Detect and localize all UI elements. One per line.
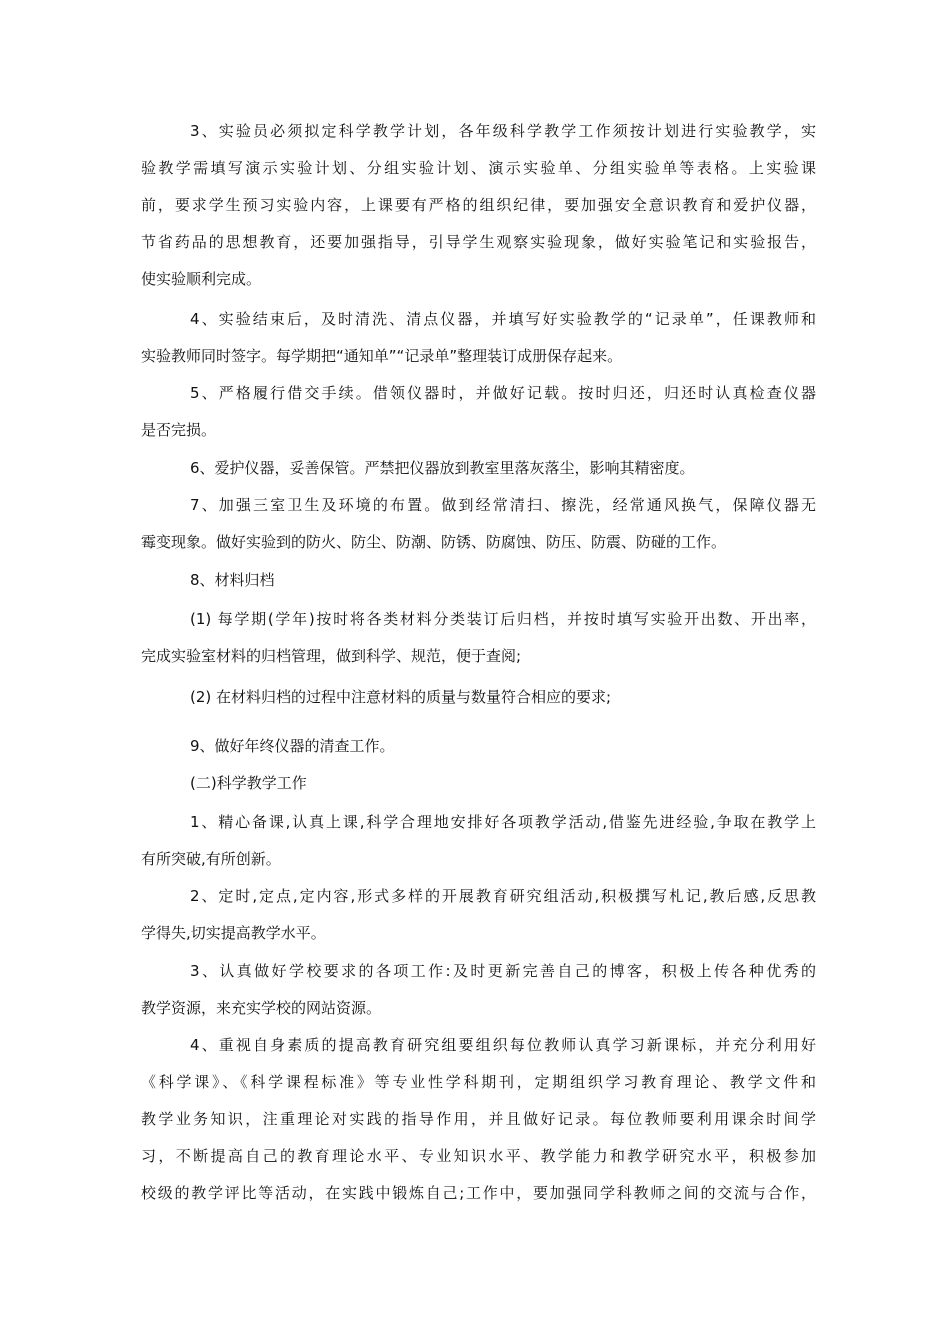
paragraph-7-line-1: 7、加强三室卫生及环境的布置。做到经常清扫、擦洗，经常通风换气，保障仪器无 (190, 496, 816, 514)
paragraph-4-line-2: 实验教师同时签字。每学期把“通知单”“记录单”整理装订成册保存起来。 (141, 347, 623, 365)
teaching-item-1-line-1: 1、精心备课,认真上课,科学合理地安排好各项教学活动,借鉴先进经验,争取在教学上 (190, 813, 816, 831)
paragraph-3-line-3: 前，要求学生预习实验内容，上课要有严格的组织纪律，要加强安全意识教育和爱护仪器， (141, 196, 816, 214)
paragraph-5-line-1: 5、严格履行借交手续。借领仪器时，并做好记载。按时归还，归还时认真检查仪器 (190, 384, 816, 402)
teaching-item-1-line-2: 有所突破,有所创新。 (141, 850, 281, 868)
paragraph-8-item-2: (2) 在材料归档的过程中注意材料的质量与数量符合相应的要求; (190, 688, 612, 706)
teaching-item-4-line-5: 校级的教学评比等活动，在实践中锻炼自己;工作中，要加强同学科教师之间的交流与合作， (141, 1184, 816, 1202)
paragraph-8-heading: 8、材料归档 (190, 571, 275, 589)
paragraph-3-line-2: 验教学需填写演示实验计划、分组实验计划、演示实验单、分组实验单等表格。上实验课 (141, 159, 816, 177)
paragraph-9-line-1: 9、做好年终仪器的清查工作。 (190, 737, 395, 755)
paragraph-5-line-2: 是否完损。 (141, 421, 217, 439)
paragraph-3-line-1: 3、实验员必须拟定科学教学计划，各年级科学教学工作须按计划进行实验教学，实 (190, 122, 816, 140)
paragraph-6-line-1: 6、爱护仪器，妥善保管。严禁把仪器放到教室里落灰落尘，影响其精密度。 (190, 459, 695, 477)
teaching-item-4-line-1: 4、重视自身素质的提高教育研究组要组织每位教师认真学习新课标，并充分利用好 (190, 1036, 816, 1054)
teaching-item-3-line-2: 教学资源，来充实学校的网站资源。 (141, 999, 382, 1017)
teaching-item-4-line-4: 习，不断提高自己的教育理论水平、专业知识水平、教学能力和教学研究水平，积极参加 (141, 1147, 816, 1165)
teaching-item-4-line-2: 《科学课》、《科学课程标准》等专业性学科期刊，定期组织学习教育理论、教学文件和 (141, 1073, 816, 1091)
section-heading-2: (二)科学教学工作 (190, 774, 307, 792)
teaching-item-3-line-1: 3、认真做好学校要求的各项工作:及时更新完善自己的博客，积极上传各种优秀的 (190, 962, 816, 980)
teaching-item-2-line-2: 学得失,切实提高教学水平。 (141, 924, 326, 942)
paragraph-7-line-2: 霉变现象。做好实验到的防火、防尘、防潮、防锈、防腐蚀、防压、防震、防碰的工作。 (141, 533, 727, 551)
paragraph-3-line-4: 节省药品的思想教育，还要加强指导，引导学生观察实验现象，做好实验笔记和实验报告， (141, 233, 816, 251)
paragraph-3-line-5: 使实验顺利完成。 (141, 270, 262, 288)
paragraph-8-item-1-line-2: 完成实验室材料的归档管理，做到科学、规范，便于查阅; (141, 647, 522, 665)
paragraph-8-item-1-line-1: (1) 每学期(学年)按时将各类材料分类装订后归档，并按时填写实验开出数、开出率， (190, 610, 816, 628)
teaching-item-4-line-3: 教学业务知识，注重理论对实践的指导作用，并且做好记录。每位教师要利用课余时间学 (141, 1110, 816, 1128)
teaching-item-2-line-1: 2、定时,定点,定内容,形式多样的开展教育研究组活动,积极撰写札记,教后感,反思教 (190, 887, 816, 905)
paragraph-4-line-1: 4、实验结束后，及时清洗、清点仪器，并填写好实验教学的“记录单”，任课教师和 (190, 310, 816, 328)
